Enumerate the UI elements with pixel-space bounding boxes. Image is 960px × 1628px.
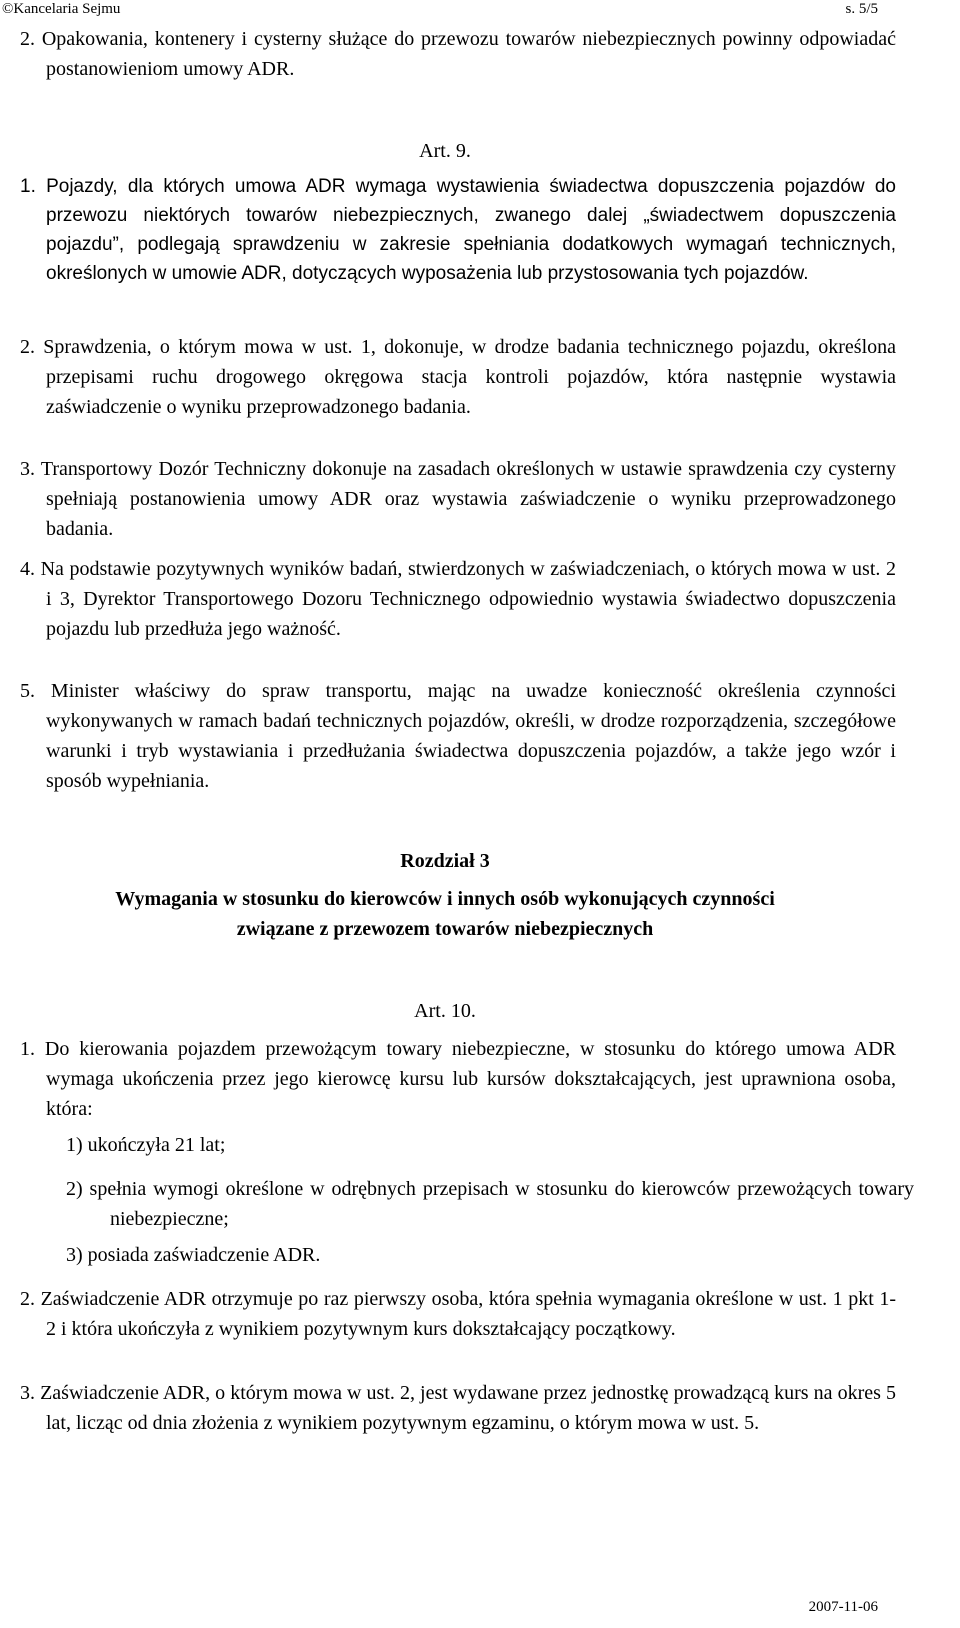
chapter-title: Rozdział 3 — [400, 850, 490, 872]
art10-list-item-2: 2) spełnia wymogi określone w odrębnych przepisach w stosunku do kierowców przewożących towary niebezpieczne; — [66, 1178, 914, 1230]
art10-paragraph-2: 2. Zaświadczenie ADR otrzymuje po raz pierwszy osoba, która spełnia wymagania określone w ust. 1 pkt 1-2 i która ukończyła z wynikiem pozytywnym kurs dokształcający początkowy. — [20, 1288, 896, 1340]
chapter-subtitle-line-1: Wymagania w stosunku do kierowców i innych osób wykonujących czynności — [115, 888, 775, 910]
footer-date: 2007-11-06 — [808, 1599, 878, 1615]
art9-paragraph-5: 5. Minister właściwy do spraw transportu, mając na uwadze konieczność określenia czynności wykonywanych w ramach badań technicznych pojazdów, określi, w drodze rozporządzenia, szczegółowe warunki i tryb wystawiania i przedłużania świadectwa dopuszczenia pojazdów, a także jego wzór i sposób wypełniania. — [20, 680, 896, 792]
art10-list-item-1: 1) ukończyła 21 lat; — [66, 1134, 226, 1156]
art10-paragraph-1: 1. Do kierowania pojazdem przewożącym towary niebezpieczne, w stosunku do którego umowa ADR wymaga ukończenia przez jego kierowcę kursu lub kursów dokształcających, jest uprawniona osoba, która: — [20, 1038, 896, 1120]
art9-paragraph-4: 4. Na podstawie pozytywnych wyników badań, stwierdzonych w zaświadczeniach, o których mowa w ust. 2 i 3, Dyrektor Transportowego Dozoru Technicznego odpowiednio wystawia świadectwo dopuszczenia pojazdu lub przedłuża jego ważność. — [20, 558, 896, 640]
art9-title: Art. 9. — [419, 140, 471, 162]
art9-paragraph-2: 2. Sprawdzenia, o którym mowa w ust. 1, dokonuje, w drodze badania technicznego pojazdu, określona przepisami ruchu drogowego okręgowa stacja kontroli pojazdów, która następnie wystawia zaświadczenie o wyniku przeprowadzonego badania. — [20, 336, 896, 418]
header-page-number: s. 5/5 — [845, 1, 878, 17]
art9-paragraph-1: 1. Pojazdy, dla których umowa ADR wymaga wystawienia świadectwa dopuszczenia pojazdów do przewozu niektórych towarów niebezpiecznych, zwanego dalej „świadectwem dopuszczenia pojazdu”, podlegają sprawdzeniu w zakresie spełniania dodatkowych wymagań technicznych, określonych w umowie ADR, dotyczących wyposażenia lub przystosowania tych pojazdów. — [20, 176, 896, 284]
art10-list-item-3: 3) posiada zaświadczenie ADR. — [66, 1244, 321, 1266]
art8-paragraph-2: 2. Opakowania, kontenery i cysterny służące do przewozu towarów niebezpiecznych powinny odpowiadać postanowieniom umowy ADR. — [20, 28, 896, 80]
art10-paragraph-3: 3. Zaświadczenie ADR, o którym mowa w ust. 2, jest wydawane przez jednostkę prowadzącą kurs na okres 5 lat, licząc od dnia złożenia z wynikiem pozytywnym egzaminu, o którym mowa w ust. 5. — [20, 1382, 896, 1434]
header-copyright: ©Kancelaria Sejmu — [2, 1, 121, 17]
art10-title: Art. 10. — [414, 1000, 476, 1022]
art9-paragraph-3: 3. Transportowy Dozór Techniczny dokonuje na zasadach określonych w ustawie sprawdzenia czy cysterny spełniają postanowienia umowy ADR oraz wystawia zaświadczenie o wyniku przeprowadzonego badania. — [20, 458, 896, 540]
chapter-subtitle-line-2: związane z przewozem towarów niebezpiecznych — [236, 918, 654, 940]
